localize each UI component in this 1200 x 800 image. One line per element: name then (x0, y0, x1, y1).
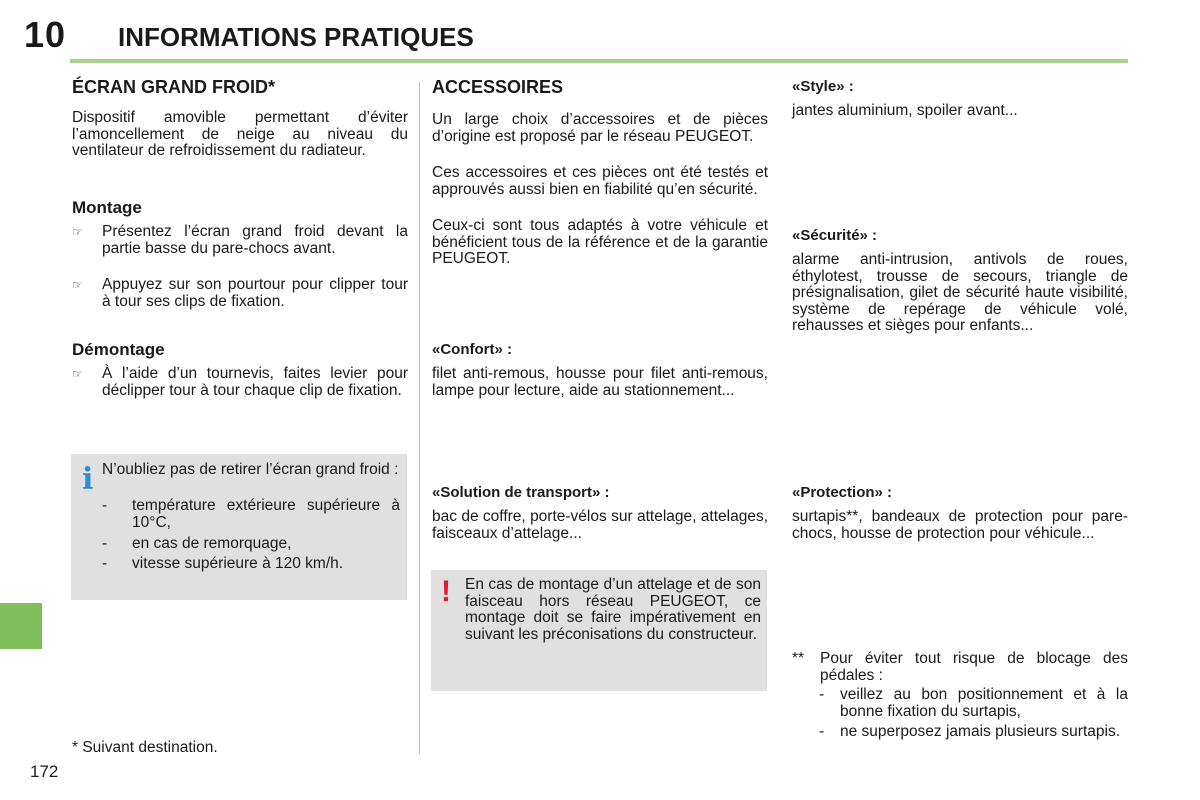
info-item-text: vitesse supérieure à 120 km/h. (132, 555, 344, 572)
protection-text-block (792, 509, 1128, 542)
style-text-block (792, 103, 1128, 120)
category-text-protection: surtapis**, bandeaux de protection pour pare-chocs, housse de protection pour véhicule... (792, 508, 1128, 542)
dash-marker: - (819, 723, 825, 740)
category-title-transport: «Solution de transport» : (432, 484, 610, 501)
category-text-confort: filet anti-remous, housse pour filet anti-remous, lampe pour lecture, aide au stationnement... (432, 365, 768, 399)
accessoires-title-block (432, 77, 768, 98)
column-divider (419, 82, 420, 754)
info-item-text: température extérieure supérieure à 10°C, (132, 497, 400, 531)
transport-title-block (432, 484, 768, 501)
confort-title-block (432, 341, 768, 358)
montage-step-2 (72, 277, 408, 310)
note-text: Pour éviter tout risque de blocage des pédales : (820, 650, 1128, 684)
demontage-title-block (72, 340, 408, 360)
confort-text-block (432, 366, 768, 399)
info-text-block (102, 462, 400, 479)
category-title-securite: «Sécurité» : (792, 227, 878, 244)
note-marker: ** (792, 650, 805, 667)
dash-marker: - (819, 686, 825, 703)
section-title-ecran: ÉCRAN GRAND FROID* (72, 77, 276, 97)
info-item-text: en cas de remorquage, (132, 535, 292, 552)
category-text-style: jantes aluminium, spoiler avant... (792, 102, 1018, 119)
montage-title-block (72, 198, 408, 218)
dash-marker: - (102, 535, 108, 552)
info-text: N’oubliez pas de retirer l’écran grand froid : (102, 461, 399, 478)
accessoires-paragraph: Un large choix d’accessoires et de pièces d’origine est proposé par le réseau PEUGEOT. (432, 111, 768, 145)
dash-marker: - (102, 497, 108, 514)
subsection-title-montage: Montage (72, 198, 142, 217)
montage-step-1 (72, 224, 408, 257)
category-title-confort: «Confort» : (432, 341, 512, 358)
montage-step-text: Présentez l’écran grand froid devant la partie basse du pare-chocs avant. (102, 223, 408, 257)
transport-text-block (432, 509, 768, 542)
section-title-accessoires: ACCESSOIRES (432, 77, 564, 97)
note-item-2 (819, 724, 1128, 741)
ecran-intro: Dispositif amovible permettant d’éviter l’amoncellement de neige au niveau du ventilateur de refroidissement du radiateur. (72, 109, 408, 159)
accessoires-para-2 (432, 165, 768, 198)
dash-marker: - (102, 555, 108, 572)
note-item-text: veillez au bon positionnement et à la bonne fixation du surtapis, (840, 686, 1128, 720)
chapter-number: 10 (24, 14, 67, 55)
style-title-block (792, 78, 1128, 95)
info-item-2 (102, 536, 400, 553)
chapter-side-tab (0, 603, 42, 649)
montage-step-text: Appuyez sur son pourtour pour clipper tour à tour ses clips de fixation. (102, 276, 408, 310)
footnote: * Suivant destination. (72, 739, 218, 756)
demontage-step-text: À l’aide d’un tournevis, faites levier pour déclipper tour à tour chaque clip de fixation. (102, 365, 408, 399)
subsection-title-demontage: Démontage (72, 340, 165, 359)
securite-text-block (792, 252, 1128, 335)
accessoires-paragraph: Ceux-ci sont tous adaptés à votre véhicule et bénéficient tous de la référence et de la garantie PEUGEOT. (432, 217, 768, 267)
info-item-3 (102, 556, 400, 573)
note-item-1 (819, 687, 1128, 720)
accessoires-paragraph: Ces accessoires et ces pièces ont été testés et approuvés aussi bien en fiabilité qu’en sécurité. (432, 164, 768, 198)
info-item-1 (102, 498, 400, 531)
demontage-step-1 (72, 366, 408, 399)
category-title-style: «Style» : (792, 78, 854, 95)
pointing-hand-icon: ☞ (72, 367, 83, 381)
footnote-block (72, 740, 408, 757)
warning-icon: ! (441, 575, 451, 608)
category-text-securite: alarme anti-intrusion, antivols de roues, éthylotest, trousse de secours, triangle de présignalisation, gilet de sécurité haute visibilité, système de repérage de véhicule volé, rehausses et sièges pour enfants... (792, 251, 1128, 334)
pointing-hand-icon: ☞ (72, 225, 83, 239)
protection-title-block (792, 484, 1128, 501)
warning-text-block (465, 577, 761, 643)
securite-title-block (792, 227, 1128, 244)
surtapis-note (792, 651, 1128, 684)
page-number: 172 (30, 762, 59, 781)
note-item-text: ne superposez jamais plusieurs surtapis. (840, 723, 1120, 740)
chapter-title: INFORMATIONS PRATIQUES (118, 22, 474, 52)
pointing-hand-icon: ☞ (72, 278, 83, 292)
accessoires-para-1 (432, 112, 768, 145)
ecran-intro-block (72, 110, 408, 160)
accessoires-para-3 (432, 218, 768, 268)
info-icon: i (82, 462, 94, 497)
category-title-protection: «Protection» : (792, 484, 893, 501)
header-rule (70, 59, 1128, 63)
category-text-transport: bac de coffre, porte-vélos sur attelage, attelages, faisceaux d’attelage... (432, 508, 768, 542)
warning-text: En cas de montage d’un attelage et de son faisceau hors réseau PEUGEOT, ce montage doit se faire impérativement en suivant les préconisations du constructeur. (465, 576, 761, 643)
ecran-title-block (72, 77, 408, 98)
